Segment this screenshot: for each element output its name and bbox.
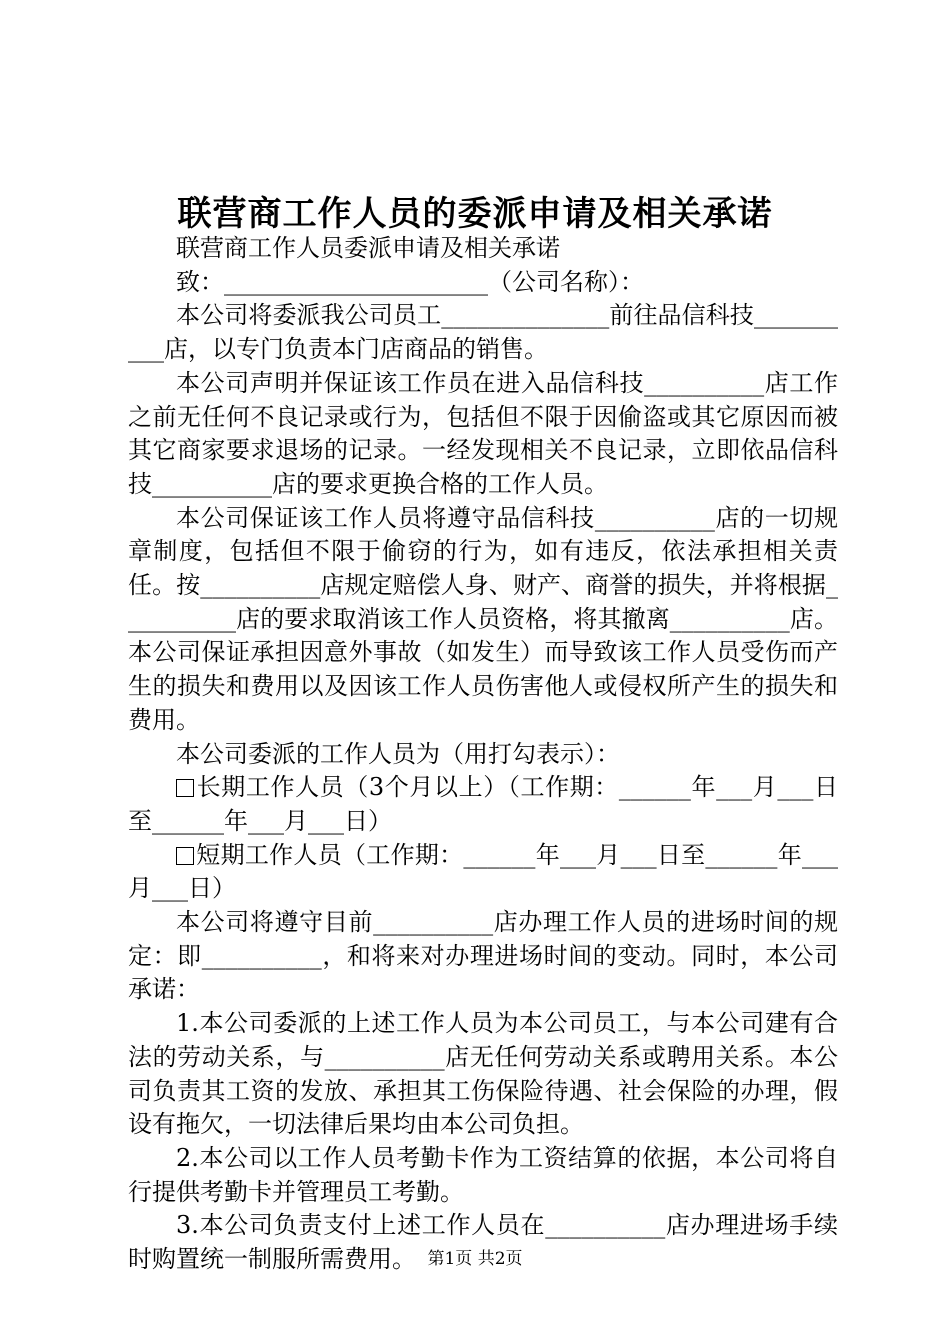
entry-time-paragraph: 本公司将遵守目前__________店办理工作人员的进场时间的规定：即__________，和将来对办理进场时间的变动。同时，本公司承诺： xyxy=(128,908,838,1004)
long-term-option[interactable] xyxy=(128,771,838,838)
guarantee-record-paragraph: 本公司声明并保证该工作员在进入品信科技__________店工作之前无任何不良记录或行为，包括但不限于因偷盗或其它原因而被其它商家要求退场的记录。一经发现相关不良记录，立即依品信科技__________店的要求更换合格的工作人员。 xyxy=(128,368,838,498)
addressee-paragraph: 致：______________________（公司名称）： xyxy=(176,267,644,296)
subtitle-paragraph: 联营商工作人员委派申请及相关承诺 xyxy=(176,234,560,262)
short-term-option[interactable] xyxy=(128,839,838,906)
document-body xyxy=(128,232,838,1277)
promise-1-paragraph: 1.本公司委派的上述工作人员为本公司员工，与本公司建有合法的劳动关系，与__________店无任何劳动关系或聘用关系。本公司负责其工资的发放、承担其工伤保险待遇、社会保险的办理，假设有拖欠，一切法律后果均由本公司负担。 xyxy=(128,1009,838,1139)
promise-3-paragraph: 3.本公司负责支付上述工作人员在__________店办理进场手续时购置统一制服所需费用。 xyxy=(128,1211,838,1274)
long-term-label: 长期工作人员（3个月以上）（工作期：______年___月___日至______年___月___日） xyxy=(128,773,838,835)
page-footer: 第1页 共2页 xyxy=(427,1249,523,1269)
guarantee-rules-paragraph: 本公司保证该工作人员将遵守品信科技__________店的一切规章制度，包括但不限于偷窃的行为，如有违反，依法承担相关责任。按__________店规定赔偿人身、财产、商誉的损失，并将根据__________店的要求取消该工作人员资格，将其撤离__________店。本公司保证承担因意外事故（如发生）而导致该工作人员受伤而产生的损失和费用以及因该工作人员伤害他人或侵权所产生的损失和费用。 xyxy=(128,503,838,734)
document-title: 联营商工作人员的委派申请及相关承诺 xyxy=(177,194,773,234)
promise-2-paragraph: 2.本公司以工作人员考勤卡作为工资结算的依据，本公司将自行提供考勤卡并管理员工考勤。 xyxy=(128,1143,838,1206)
short-term-checkbox[interactable] xyxy=(176,847,194,865)
long-term-checkbox[interactable] xyxy=(176,779,194,797)
staff-type-paragraph: 本公司委派的工作人员为（用打勾表示）： xyxy=(176,739,620,768)
dispatch-paragraph: 本公司将委派我公司员工______________前往品信科技__________店，以专门负责本门店商品的销售。 xyxy=(128,301,838,364)
short-term-label: 短期工作人员（工作期：______年___月___日至______年___月___日） xyxy=(128,840,838,903)
